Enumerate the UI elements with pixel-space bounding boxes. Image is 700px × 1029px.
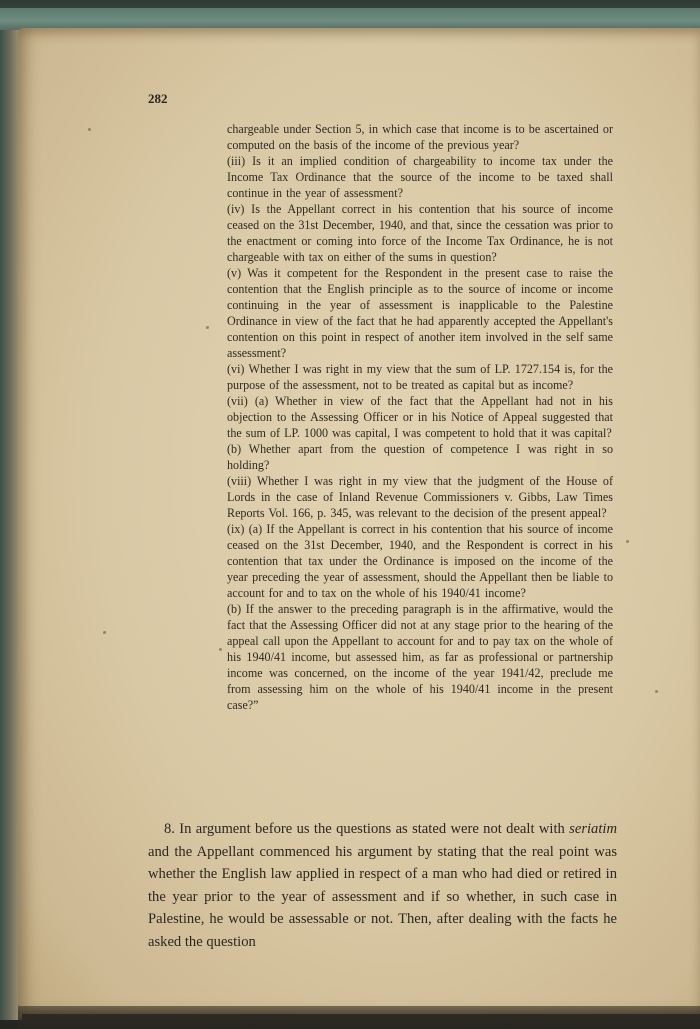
paragraph-8-text [148, 818, 617, 954]
paper-speck [103, 631, 106, 634]
question-iii: (iii) Is it an implied condition of chargeability to income tax under the Income Tax Ordinance that the source of the income to be taxed shall continue in the year of assessment? [227, 154, 613, 200]
question-ix-a: (ix) (a) If the Appellant is correct in his contention that his source of income ceased on the 31st December, 1940, and the Respondent is correct in his contention that tax under the Ordinance is imposed on the income of the year preceding the year of assessment, should the Appellant then be liable to account for and to tax on the whole of his 1940/41 income? [227, 522, 613, 600]
paper-speck [88, 128, 91, 131]
paper-speck [626, 540, 629, 543]
page-number: 282 [148, 91, 168, 106]
paragraph-8 [148, 818, 617, 954]
quoted-questions-block [227, 121, 613, 713]
quoted-paragraph-continuation: chargeable under Section 5, in which case that income is to be ascertained or computed on the basis of the income of the previous year? [227, 122, 613, 152]
question-viii: (viii) Whether I was right in my view that the judgment of the House of Lords in the case of Inland Revenue Commissioners v. Gibbs, Law Times Reports Vol. 166, p. 345, was relevant to the decision of the present appeal? [227, 474, 613, 520]
paper-speck [655, 690, 658, 693]
paragraph-8-italic-term: seriatim [569, 821, 617, 837]
paragraph-8-rest: and the Appellant commenced his argument by stating that the real point was whether the English law applied in respect of a man who had died or retired in the year prior to the year of assessment and if so whether, in such case in Palestine, he would be assessable or not. Then, after dealing with the facts he asked the question [148, 843, 617, 950]
question-v: (v) Was it competent for the Respondent in the present case to raise the contention that the English principle as to the source of income or income continuing in the year of assessment is inapplicable to the Palestine Ordinance in view of the fact that he had apparently accepted the Appellant's contention on this point in respect of another item involved in the self same assessment? [227, 266, 613, 360]
paper-speck [219, 648, 222, 651]
question-iv: (iv) Is the Appellant correct in his contention that his source of income ceased on the 31st December, 1940, and that, since the cessation was prior to the enactment or coming into force of the Income Tax Ordinance, he is not chargeable with tax on either of the sums in question? [227, 202, 613, 264]
question-vii-a: (vii) (a) Whether in view of the fact that the Appellant had not in his objection to the Assessing Officer or in his Notice of Appeal suggested that the sum of LP. 1000 was capital, I was competent to hold that it was capital? [227, 394, 613, 440]
question-vii-b: (b) Whether apart from the question of competence I was right in so holding? [227, 442, 613, 472]
page-bottom-shadow [18, 1006, 700, 1029]
paper-speck [206, 326, 209, 329]
question-ix-b: (b) If the answer to the preceding paragraph is in the affirmative, would the fact that the Assessing Officer did not at any stage prior to the hearing of the appeal call upon the Appellant to account for and to pay tax on the whole of his 1940/41 income, but assessed him, as far as professional or partnership income was concerned, on the income of the year 1941/42, preclude me from assessing him on the whole of his 1940/41 income in the present case?” [227, 602, 613, 712]
question-vi: (vi) Whether I was right in my view that the sum of LP. 1727.154 is, for the purpose of the assessment, not to be treated as capital but as income? [227, 362, 613, 392]
paragraph-8-lead: 8. In argument before us the questions as stated were not dealt with [164, 821, 570, 837]
